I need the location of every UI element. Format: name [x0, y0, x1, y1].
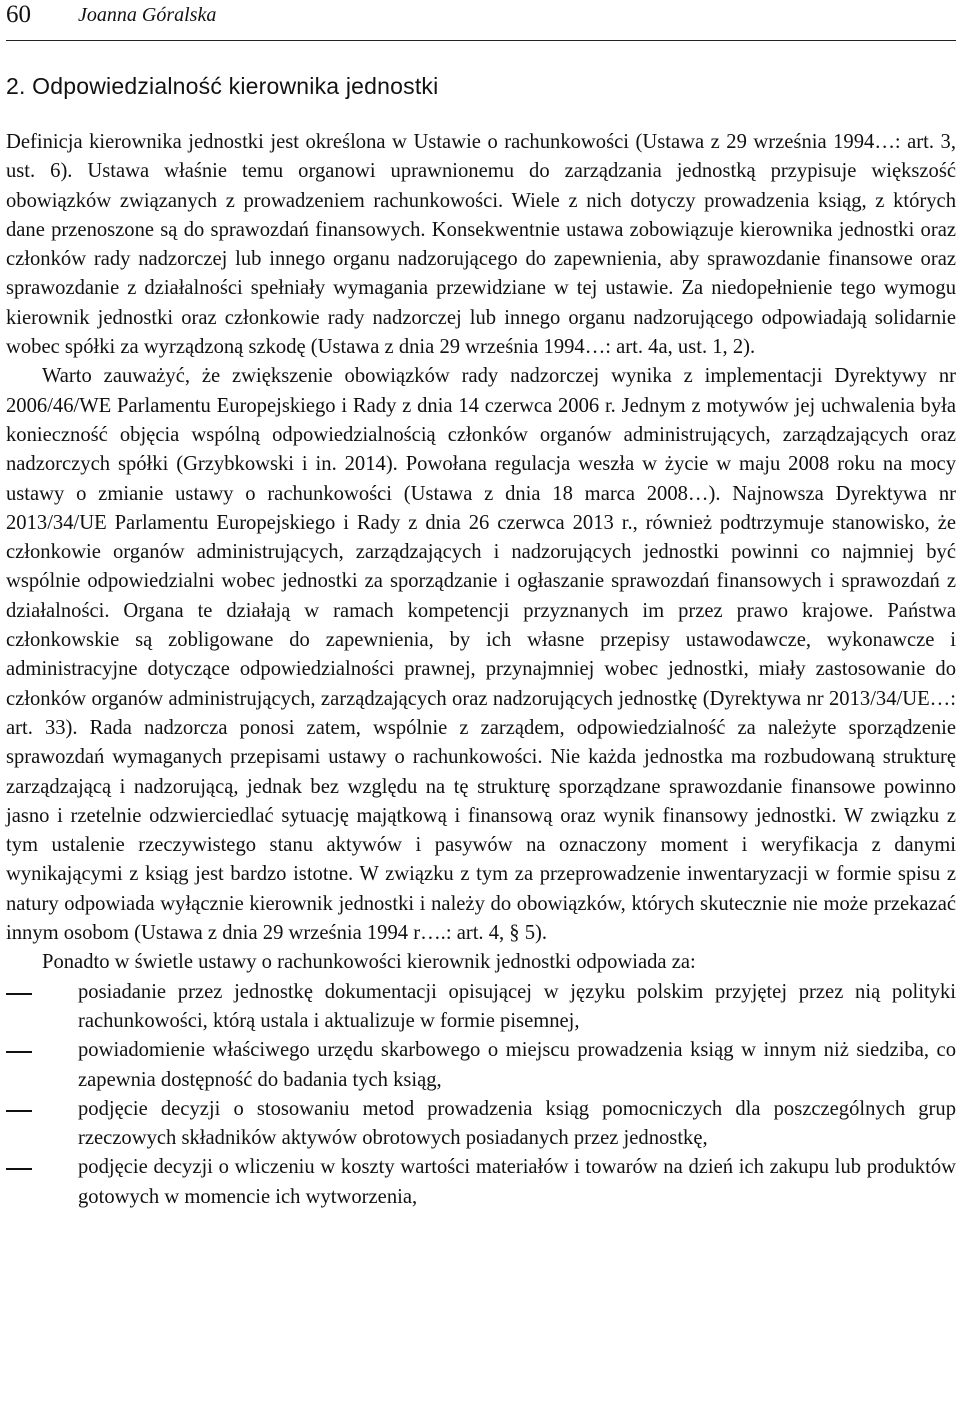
paragraph-definition: Definicja kierownika jednostki jest określona w Ustawie o rachunkowości (Ustawa z 29 września 1994…: art. 3, ust. 6). Ustawa właśnie temu organowi uprawnionemu do zarządzania jednostką przypisuje większość obowiązków związanych z prowadzeniem rachunkowości. Wiele z nich dotyczy prowadzenia ksiąg, z których dane przenoszone są do sprawozdań finansowych. Konsekwentnie ustawa zobowiązuje kierownika jednostki oraz członków rady nadzorczej lub innego organu nadzorującego do zapewnienia, aby sprawozdanie finansowe oraz sprawozdanie z działalności spełniały wymagania przewidziane w tej ustawie. Za niedopełnienie tego wymogu kierownik jednostki oraz członkowie rady nadzorczej lub innego organu nadzorującego odpowiadają solidarnie wobec spółki za wyrządzoną szkodę (Ustawa z dnia 29 września 1994…: art. 4a, ust. 1, 2). [6, 131, 956, 359]
paragraph-supervisory-board: Warto zauważyć, że zwiększenie obowiązków rady nadzorczej wynika z implementacji Dyrektywy nr 2006/46/WE Parlamentu Europejskiego i Rady z dnia 14 czerwca 2006 r. Jednym z motywów jej uchwalenia była konieczność objęcia wspólną odpowiedzialnością członków organów administrujących, zarządzających oraz nadzorczych spółki (Grzybkowski i in. 2014). Powołana regulacja weszła w życie w maju 2008 roku na mocy ustawy o zmianie ustawy o rachunkowości (Ustawa z dnia 18 marca 2008…). Najnowsza Dyrektywa nr 2013/34/UE Parlamentu Europejskiego i Rady z dnia 26 czerwca 2013 r., również podtrzymuje stanowisko, że członkowie organów administrujących, zarządzających i nadzorujących jednostki powinni co najmniej być wspólnie odpowiedzialni wobec jednostki za sporządzanie i ogłaszanie sprawozdań finansowych i sprawozdań z działalności. Organa te działają w ramach kompetencji przyznanych im przez prawo krajowe. Państwa członkowskie są zobligowane do zapewnienia, by ich własne przepisy ustawodawcze, wykonawcze i administracyjne dotyczące odpowiedzialności prawnej, przynajmniej wobec jednostki, miały zastosowanie do członków organów administrujących, zarządzających oraz nadzorujących jednostkę (Dyrektywa nr 2013/34/UE…: art. 33). Rada nadzorcza ponosi zatem, wspólnie z zarządem, odpowiedzialność za należyte sporządzenie sprawozdań wymaganych przepisami ustawy o rachunkowości. Nie każda jednostka ma rozbudowaną strukturę zarządzającą i nadzorującą, jednak bez względu na tę strukturę sporządzane sprawozdanie finansowe powinno jasno i rzetelnie odzwierciedlać sytuację majątkową i finansową oraz wynik finansowy jednostki. W związku z tym ustalenie rzeczywistego stanu aktywów i pasywów na oznaczony moment i weryfikacja z danymi wynikającymi z ksiąg jest bardzo istotne. W związku z tym za przeprowadzenie inwentaryzacji w formie spisu z natury odpowiada wyłącznie kierownik jednostki i należy do obowiązków, których skutecznie nie może przekazać innym osobom (Ustawa z dnia 29 września 1994 r….: art. 4, § 5). [6, 365, 956, 945]
dash-bullet-icon [6, 1110, 32, 1112]
dash-bullet-icon [6, 1168, 32, 1170]
section-title: 2. Odpowiedzialność kierownika jednostki [6, 73, 439, 99]
page-number: 60 [6, 1, 31, 28]
list-item [6, 978, 956, 1037]
list-item-text: posiadanie przez jednostkę dokumentacji opisującej w języku polskim przyjętej przez nią polityki rachunkowości, którą ustala i aktualizuje w formie pisemnej, [78, 980, 956, 1032]
list-item-text: podjęcie decyzji o wliczeniu w koszty wartości materiałów i towarów na dzień ich zakupu lub produktów gotowych w momencie ich wytworzenia, [78, 1156, 956, 1208]
dash-bullet-icon [6, 993, 32, 995]
responsibilities-list [6, 978, 956, 1212]
paragraph-list-intro: Ponadto w świetle ustawy o rachunkowości kierownik jednostki odpowiada za: [42, 951, 696, 974]
list-item-text: podjęcie decyzji o stosowaniu metod prowadzenia ksiąg pomocniczych dla poszczególnych grup rzeczowych składników aktywów obrotowych posiadanych przez jednostkę, [78, 1097, 956, 1150]
list-item-text: powiadomienie właściwego urzędu skarbowego o miejscu prowadzenia ksiąg w innym niż siedziba, co zapewnia dostępność do badania tych ksiąg, [78, 1039, 956, 1091]
list-item [6, 1036, 956, 1095]
list-item [6, 1153, 956, 1212]
running-header [6, 0, 956, 41]
running-author: Joanna Góralska [78, 4, 217, 26]
list-item [6, 1095, 956, 1154]
dash-bullet-icon [6, 1051, 32, 1053]
